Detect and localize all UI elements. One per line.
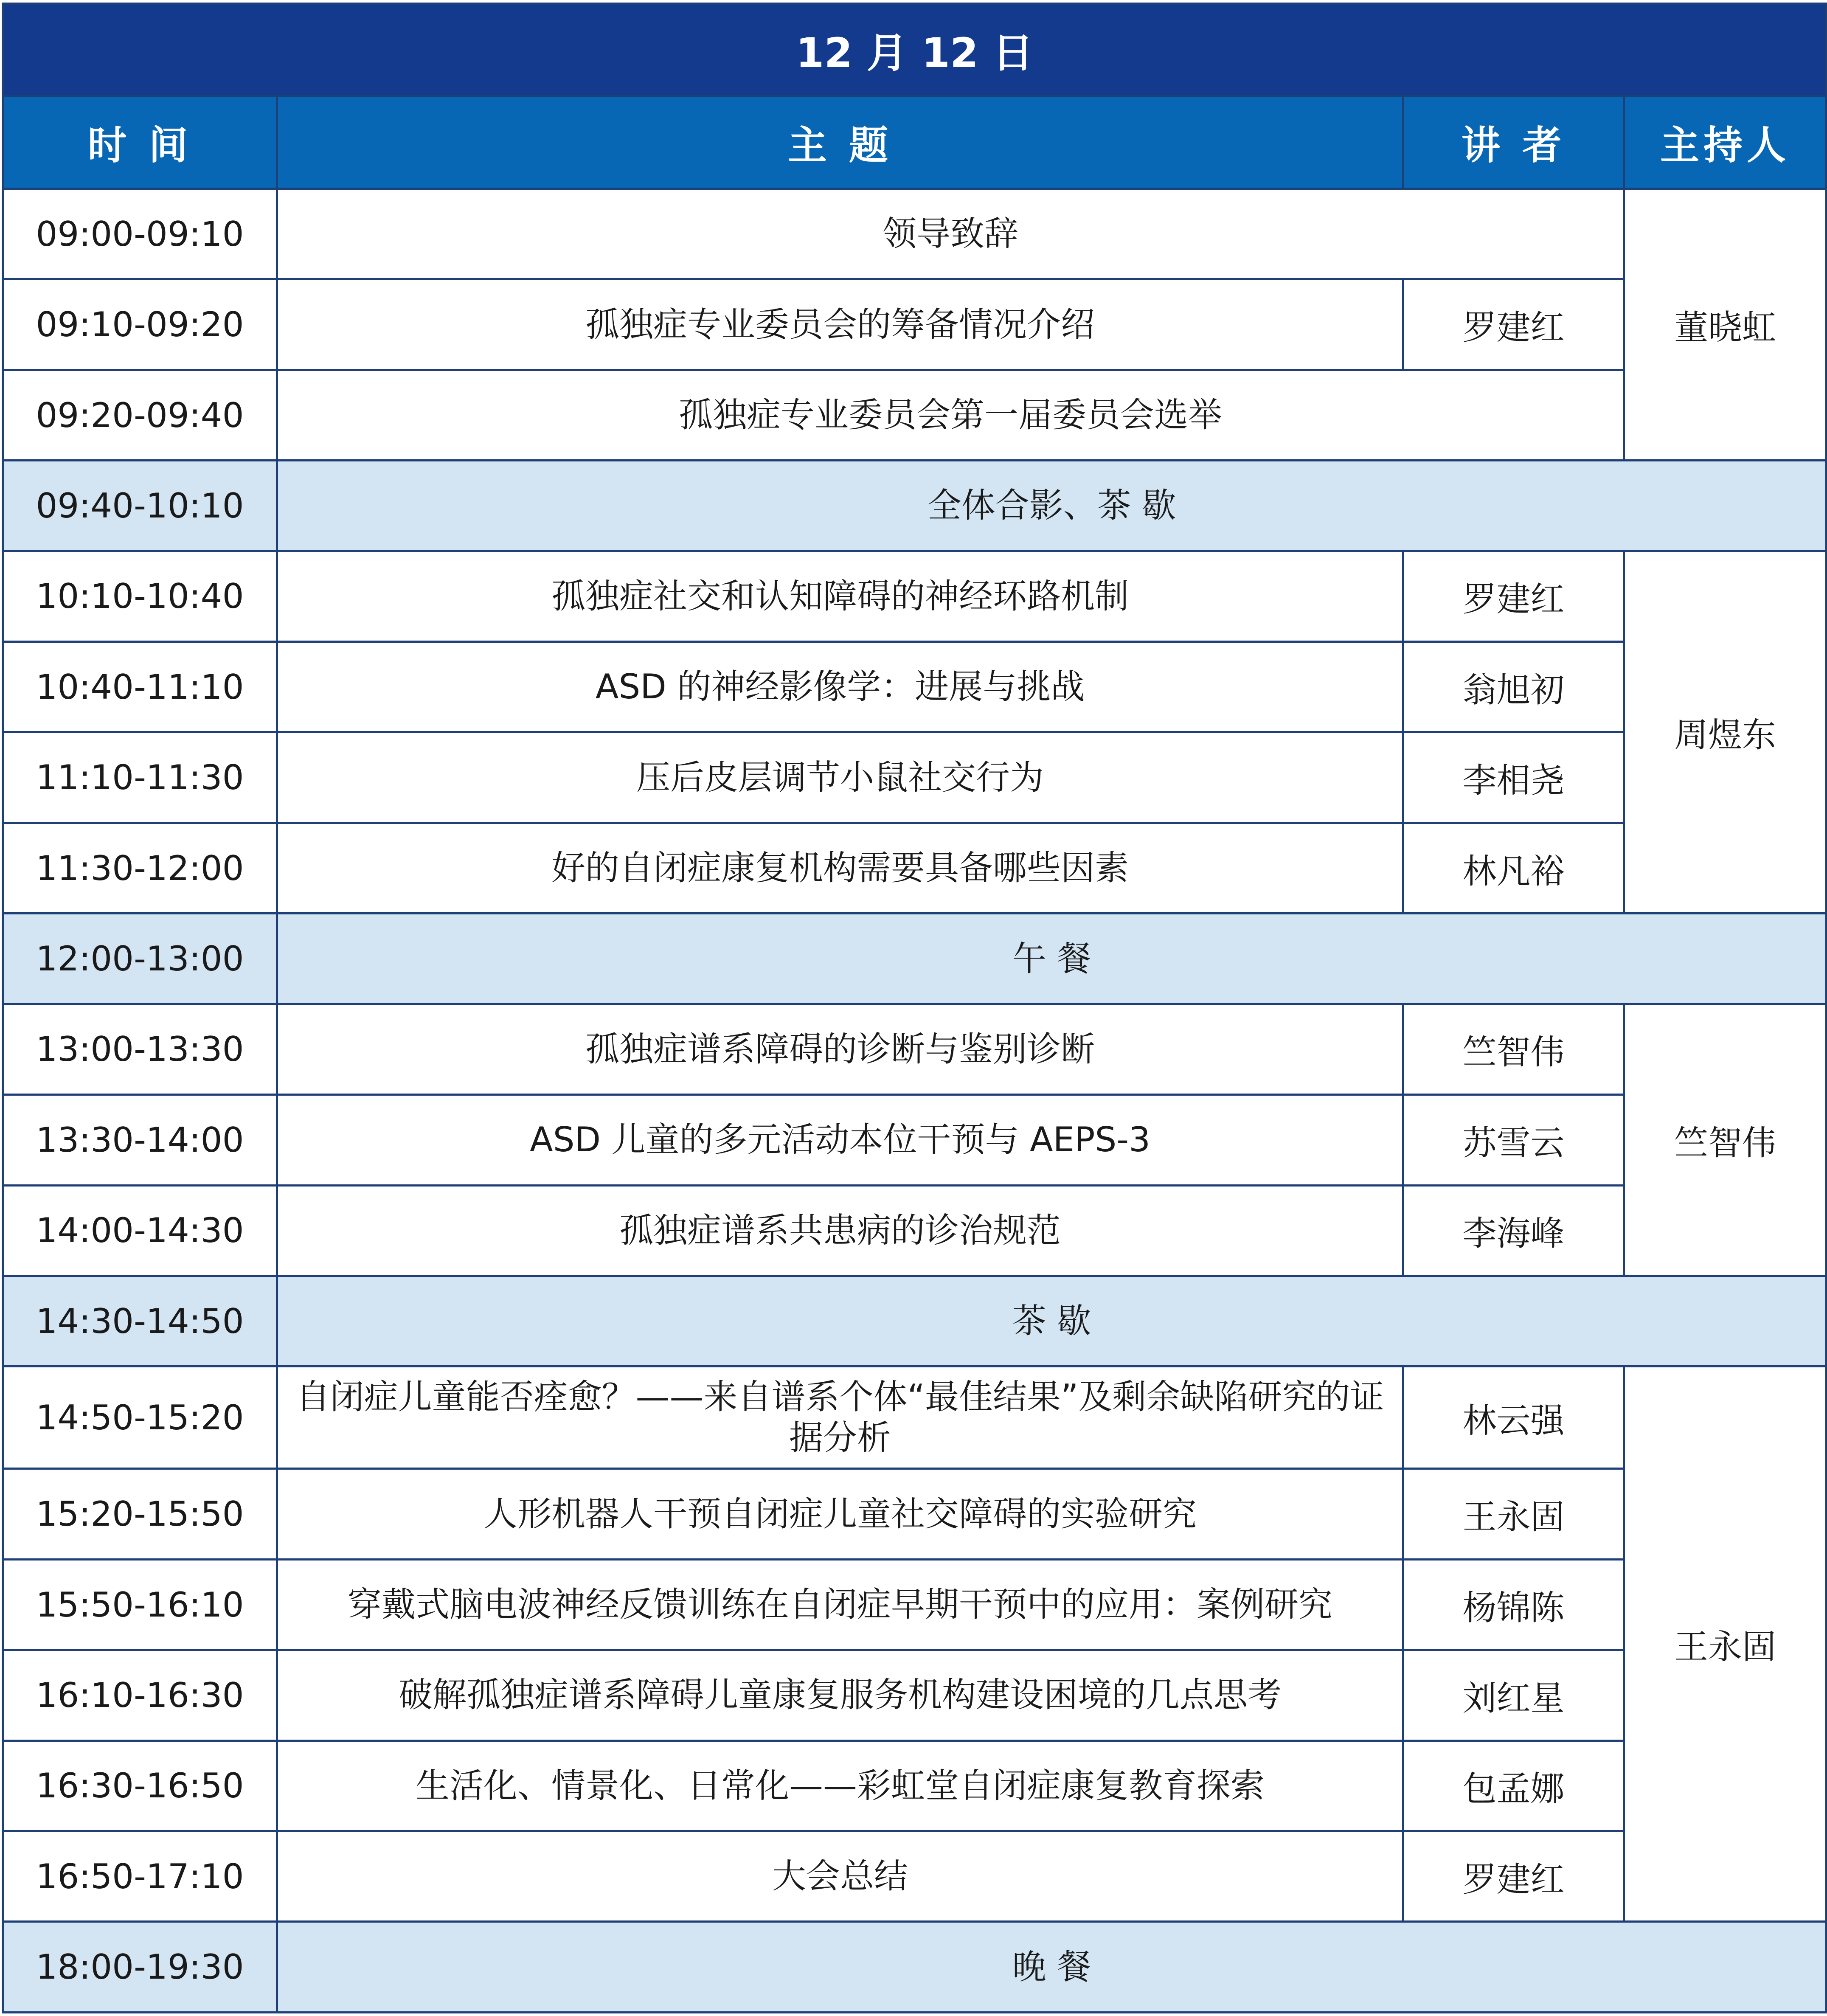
table-row (3, 1366, 1827, 1469)
session-topic: 孤独症专业委员会第一届委员会选举 (277, 370, 1624, 460)
session-time: 16:50-17:10 (3, 1831, 277, 1922)
session-time: 10:40-11:10 (3, 642, 277, 732)
session-host: 董晓虹 (1624, 189, 1827, 461)
table-row (3, 551, 1827, 641)
table-row (3, 1185, 1827, 1276)
session-time: 11:30-12:00 (3, 823, 277, 913)
session-time: 16:30-16:50 (3, 1740, 277, 1831)
header-row (3, 96, 1827, 189)
session-speaker: 李海峰 (1403, 1185, 1624, 1276)
session-speaker: 包孟娜 (1403, 1740, 1624, 1831)
session-time: 15:50-16:10 (3, 1559, 277, 1650)
table-row (3, 189, 1827, 279)
session-time: 15:20-15:50 (3, 1469, 277, 1559)
session-time: 14:30-14:50 (3, 1276, 277, 1366)
session-time: 09:00-09:10 (3, 189, 277, 279)
session-time: 13:00-13:30 (3, 1004, 277, 1094)
break-label: 茶 歇 (277, 1276, 1827, 1366)
session-topic: 压后皮层调节小鼠社交行为 (277, 732, 1403, 823)
session-speaker: 翁旭初 (1403, 642, 1624, 732)
session-host: 竺智伟 (1624, 1004, 1827, 1276)
session-speaker: 罗建红 (1403, 551, 1624, 641)
session-time: 09:40-10:10 (3, 461, 277, 551)
session-topic: 大会总结 (277, 1831, 1403, 1922)
header-topic: 主 题 (277, 96, 1403, 189)
break-row (3, 1276, 1827, 1366)
table-row (3, 1650, 1827, 1740)
session-speaker: 苏雪云 (1403, 1095, 1624, 1185)
header-host: 主持人 (1624, 96, 1827, 189)
table-row (3, 1004, 1827, 1094)
session-time: 11:10-11:30 (3, 732, 277, 823)
session-speaker: 林凡裕 (1403, 823, 1624, 913)
session-time: 09:10-09:20 (3, 279, 277, 370)
session-topic: 孤独症谱系障碍的诊断与鉴别诊断 (277, 1004, 1403, 1094)
session-host: 周煜东 (1624, 551, 1827, 914)
table-row (3, 370, 1827, 460)
session-speaker: 林云强 (1403, 1366, 1624, 1469)
table-row (3, 1740, 1827, 1831)
header-time: 时 间 (3, 96, 277, 189)
title-row (3, 4, 1827, 96)
break-row (3, 461, 1827, 551)
break-row (3, 914, 1827, 1004)
session-speaker: 李相尧 (1403, 732, 1624, 823)
table-row (3, 1559, 1827, 1650)
session-time: 18:00-19:30 (3, 1922, 277, 2013)
session-time: 12:00-13:00 (3, 914, 277, 1004)
session-time: 10:10-10:40 (3, 551, 277, 641)
session-speaker: 刘红星 (1403, 1650, 1624, 1740)
table-row (3, 732, 1827, 823)
session-speaker: 罗建红 (1403, 279, 1624, 370)
session-time: 14:50-15:20 (3, 1366, 277, 1469)
table-row (3, 279, 1827, 370)
session-topic: 孤独症专业委员会的筹备情况介绍 (277, 279, 1403, 370)
agenda-table (2, 3, 1827, 2013)
session-topic: 孤独症社交和认知障碍的神经环路机制 (277, 551, 1403, 641)
table-row (3, 1469, 1827, 1559)
session-topic: ASD 的神经影像学：进展与挑战 (277, 642, 1403, 732)
session-topic: 领导致辞 (277, 189, 1624, 279)
header-speaker: 讲 者 (1403, 96, 1624, 189)
break-label: 晚 餐 (277, 1922, 1827, 2013)
session-topic: 自闭症儿童能否痊愈？——来自谱系个体“最佳结果”及剩余缺陷研究的证据分析 (277, 1366, 1403, 1469)
session-topic: 人形机器人干预自闭症儿童社交障碍的实验研究 (277, 1469, 1403, 1559)
date-title: 12 月 12 日 (3, 4, 1827, 96)
table-row (3, 642, 1827, 732)
session-topic: 生活化、情景化、日常化——彩虹堂自闭症康复教育探索 (277, 1740, 1403, 1831)
session-topic: 破解孤独症谱系障碍儿童康复服务机构建设困境的几点思考 (277, 1650, 1403, 1740)
session-topic: 孤独症谱系共患病的诊治规范 (277, 1185, 1403, 1276)
session-speaker: 杨锦陈 (1403, 1559, 1624, 1650)
session-speaker: 罗建红 (1403, 1831, 1624, 1922)
table-row (3, 1095, 1827, 1185)
break-label: 午 餐 (277, 914, 1827, 1004)
session-time: 09:20-09:40 (3, 370, 277, 460)
break-row (3, 1922, 1827, 2013)
session-time: 13:30-14:00 (3, 1095, 277, 1185)
session-time: 14:00-14:30 (3, 1185, 277, 1276)
break-label: 全体合影、茶 歇 (277, 461, 1827, 551)
session-topic: ASD 儿童的多元活动本位干预与 AEPS-3 (277, 1095, 1403, 1185)
session-speaker: 王永固 (1403, 1469, 1624, 1559)
session-speaker: 竺智伟 (1403, 1004, 1624, 1094)
table-row (3, 823, 1827, 913)
table-row (3, 1831, 1827, 1922)
session-topic: 穿戴式脑电波神经反馈训练在自闭症早期干预中的应用：案例研究 (277, 1559, 1403, 1650)
session-time: 16:10-16:30 (3, 1650, 277, 1740)
session-host: 王永固 (1624, 1366, 1827, 1922)
session-topic: 好的自闭症康复机构需要具备哪些因素 (277, 823, 1403, 913)
